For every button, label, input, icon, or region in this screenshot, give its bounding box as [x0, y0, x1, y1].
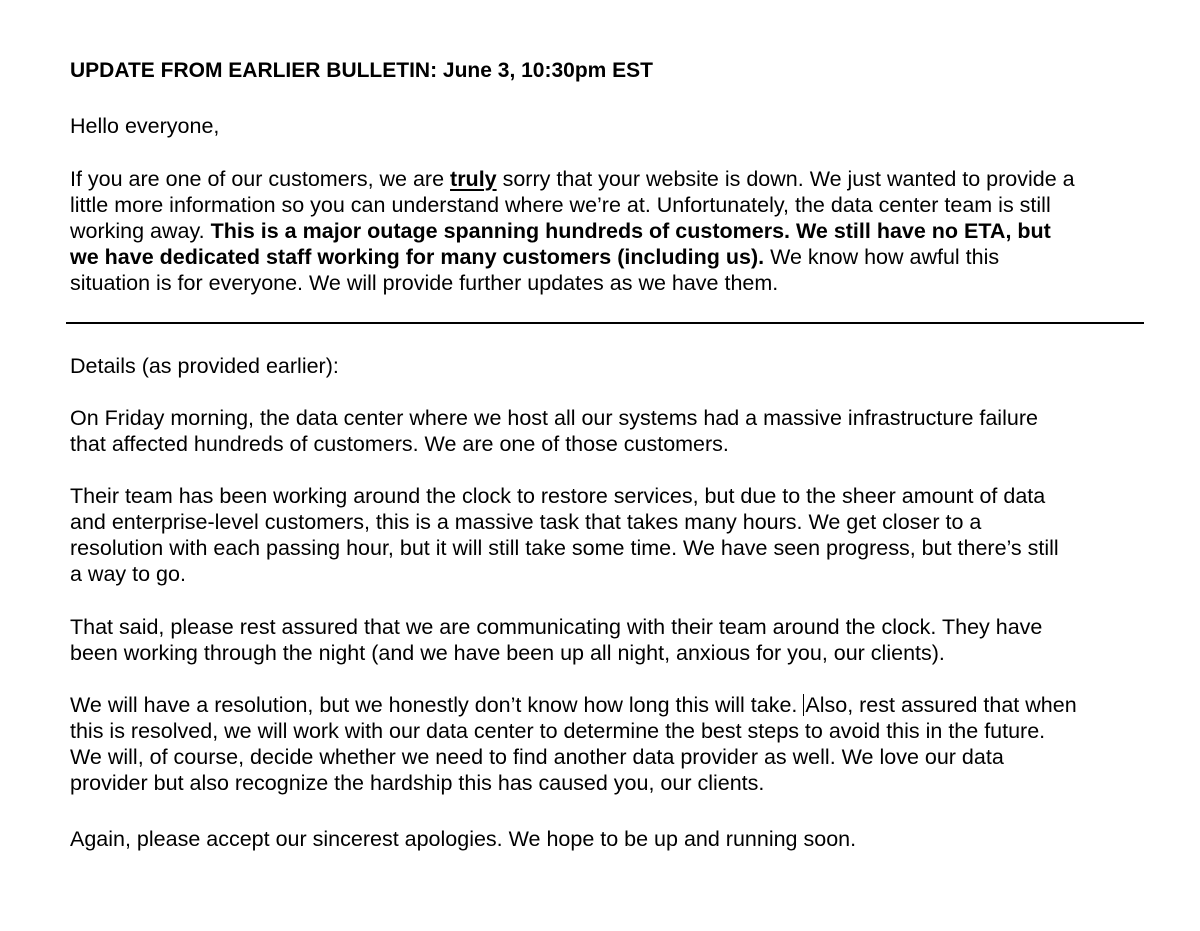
update-line-3 [70, 218, 1150, 244]
update-paragraph [70, 166, 1150, 296]
update-line-5: situation is for everyone. We will provide further updates as we have them. [70, 271, 779, 295]
horizontal-divider [66, 322, 1144, 324]
team-line-3: resolution with each passing hour, but it will still take some time. We have seen progress, but there’s still [70, 536, 1059, 560]
closing-text: Again, please accept our sincerest apologies. We hope to be up and running soon. [70, 827, 857, 851]
update-text: sorry that your website is down. We just wanted to provide a [496, 167, 1075, 191]
greeting [70, 113, 1150, 139]
emphasis-truly: truly [450, 167, 497, 191]
friday-line-2: that affected hundreds of customers. We are one of those customers. [70, 432, 729, 456]
assured-line-1: That said, please rest assured that we are communicating with their team around the clock. They have [70, 615, 1043, 639]
resolution-line-1 [70, 692, 1150, 718]
update-line-2: little more information so you can understand where we’re at. Unfortunately, the data center team is still [70, 193, 1051, 217]
bold-staff-statement: we have dedicated staff working for many customers (including us). [70, 245, 765, 269]
assured-paragraph [70, 614, 1150, 666]
update-text: working away. [70, 219, 211, 243]
resolution-line-2: this is resolved, we will work with our data center to determine the best steps to avoid this in the future. [70, 719, 1046, 743]
update-text: We know how awful this [764, 245, 1000, 269]
resolution-line-4: provider but also recognize the hardship this has caused you, our clients. [70, 771, 765, 795]
closing-paragraph [70, 826, 1150, 852]
update-line-4 [70, 244, 1150, 270]
bold-outage-statement: This is a major outage spanning hundreds of customers. We still have no ETA, but [210, 219, 1051, 243]
details-label-text: Details (as provided earlier): [70, 354, 339, 378]
details-label [70, 353, 1150, 379]
update-line-1 [70, 166, 1150, 192]
resolution-line-3: We will, of course, decide whether we need to find another data provider as well. We love our data [70, 745, 1004, 769]
assured-line-2: been working through the night (and we have been up all night, anxious for you, our clients). [70, 641, 945, 665]
resolution-paragraph [70, 692, 1150, 796]
resolution-text: We will have a resolution, but we honestly don’t know how long this will take. [70, 693, 804, 717]
bulletin-heading: UPDATE FROM EARLIER BULLETIN: June 3, 10:30pm EST [70, 59, 654, 82]
friday-paragraph [70, 405, 1150, 457]
team-line-2: and enterprise-level customers, this is a massive task that takes many hours. We get closer to a [70, 510, 982, 534]
team-line-1: Their team has been working around the clock to restore services, but due to the sheer amount of data [70, 484, 1046, 508]
friday-line-1: On Friday morning, the data center where we host all our systems had a massive infrastructure failure [70, 406, 1038, 430]
update-text: If you are one of our customers, we are [70, 167, 451, 191]
resolution-text: Also, rest assured that when [805, 693, 1077, 717]
team-paragraph [70, 483, 1150, 587]
team-line-4: a way to go. [70, 562, 186, 586]
greeting-text: Hello everyone, [70, 114, 220, 138]
